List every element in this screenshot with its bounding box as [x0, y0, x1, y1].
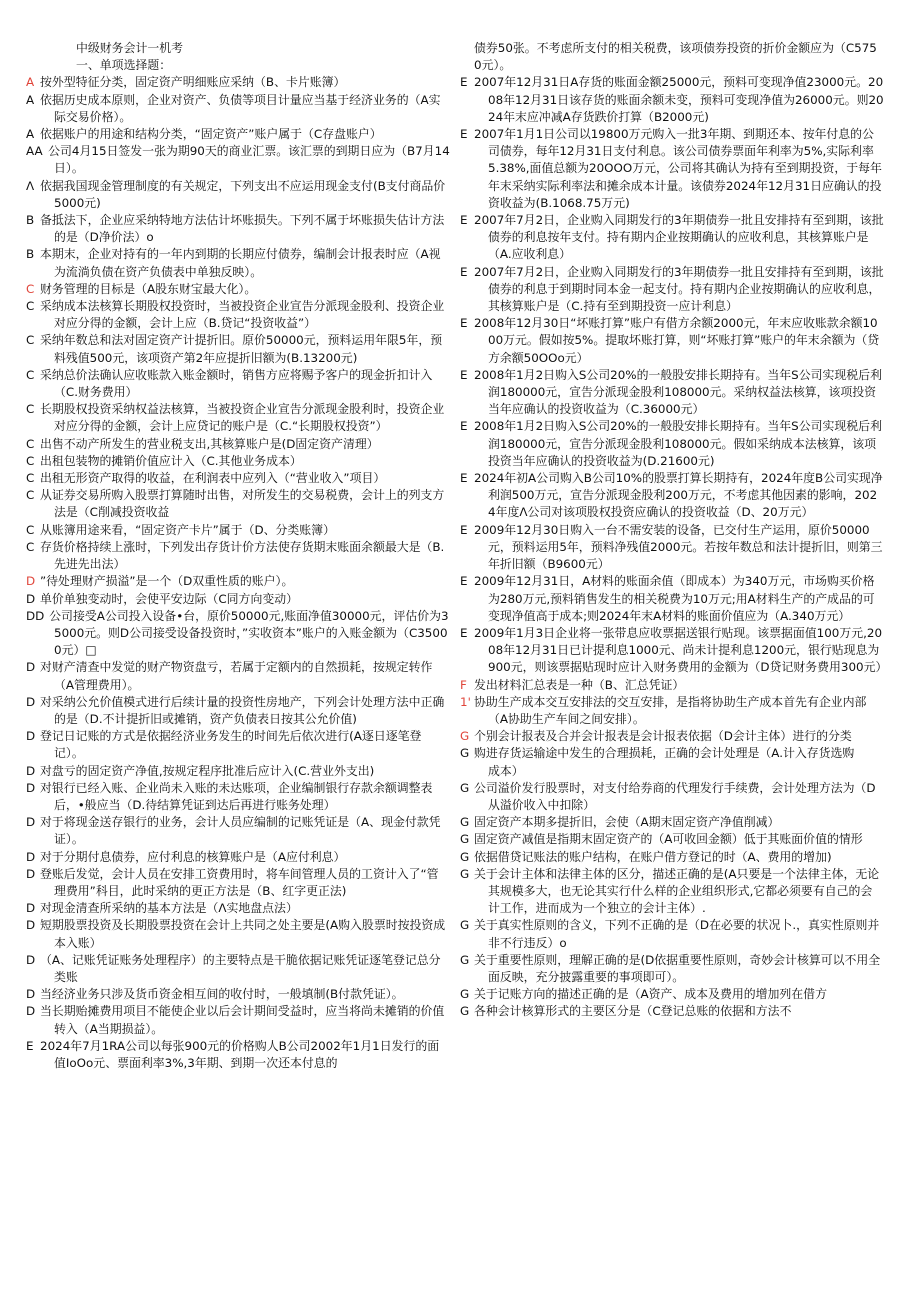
- question-text: 2009年12月31日，A材料的账面余值（即成本）为340万元，市场购买价格为280万元,预料销售发生的相关税费为10万元;用A材料生产的产成品的可变现净值高于成本;则2024年末A材料的账面价值应为（A.340万元）: [474, 574, 875, 623]
- question-item: E 2007年7月2日，企业购入同期发行的3年期债券一批且安排持有至到期，该批债券的利息于到期时同本金一起支付。持有期内企业按期确认的应收利息，其核算账户是（C.持有至到期投资一应计利息）: [460, 264, 884, 314]
- question-text: 对于分期付息债券，应付利息的核算账户是（A应付利息）: [40, 849, 346, 864]
- question-text: 依据历史成本原则，企业对资产、负债等项目计量应当基于经济业务的（A实际交易价格）。: [40, 92, 441, 124]
- question-text: 对于将现金送存银行的业务，会计人员应编制的记账凭证是（A、现金付款凭证）。: [40, 815, 441, 847]
- question-text: 公司溢价发行股票时，对支付给券商的代理发行手续费，会计处理方法为（D从溢价收入中扣除）: [474, 780, 876, 812]
- left-question-list: [26, 74, 450, 1072]
- question-text: 当长期贻摊费用项目不能使企业以后会计期间受益时，应当将尚未摊销的价值转入（A当期损益）。: [40, 1004, 445, 1036]
- question-text: 采纳成本法核算长期股权投资时，当被投资企业宣告分派现金股利、投资企业对应分得的金额，会计上应（B.贷记“投资收益”）: [40, 299, 445, 331]
- question-item: C 从证券交易所购入股票打算随时出售，对所发生的交易税费，会计上的列支方法是（C削减投资收益: [26, 488, 445, 520]
- question-text: 2024年7月1RA公司以每张900元的价格购人B公司2002年1月1日发行的面值IoOo元、票面利率3%,3年期、到期一次还本付息的: [40, 1038, 440, 1070]
- question-text: 关于重要性原则，理解正确的是(D依据重要性原则，奇妙会计核算可以不用全面反映，充分披露重要的事项即可）。: [474, 952, 881, 984]
- question-text: 当经济业务只涉及货币资金相互间的收付时，一般填制(B付款凭证）。: [40, 987, 404, 1002]
- question-item: G 个别会计报表及合并会计报表是会计报表依据（D会计主体）进行的分类: [460, 729, 852, 744]
- question-item: D 登记日记账的方式是依据经济业务发生的时间先后依次进行(A逐日逐笔登记）。: [26, 729, 422, 761]
- question-text: 2008年1月2日购入S公司20%的一般股安排长期持有。当年S公司实现税后利润180000元，宣告分派现金股利108000元。采纳权益法核算，该项投资当年应确认的投资收益为（C.36000元）: [474, 367, 882, 417]
- question-text: 登账后发觉，会计人员在安排工资费用时，将车间管理人员的工资计入了“管理费用”科目，此时采纳的更正方法是（B、红字更正法): [40, 866, 439, 898]
- question-text: 采纳年数总和法对固定资产计提折旧。原价50000元，预料运用年限5年，预料残值500元，该项资产第2年应提折旧额为(B.13200元): [40, 333, 443, 365]
- question-item: A 依据历史成本原则，企业对资产、负债等项目计量应当基于经济业务的（A实际交易价格）。: [26, 92, 441, 124]
- question-text: 登记日记账的方式是依据经济业务发生的时间先后依次进行(A逐日逐笔登记）。: [40, 729, 422, 761]
- question-item: G 关于重要性原则，理解正确的是(D依据重要性原则，奇妙会计核算可以不用全面反映，充分披露重要的事项即可）。: [460, 952, 881, 984]
- question-item: D 当经济业务只涉及货币资金相互间的收付时，一般填制(B付款凭证）。: [26, 987, 404, 1002]
- question-item: E 2009年12月30日购入一台不需安装的设备，已交付生产运用，原价50000元，预料运用5年，预料净残值2000元。若按年数总和法计提折旧，则第三年折旧额（B9600元）: [460, 522, 883, 572]
- question-text: 对采纳公允价值模式进行后续计量的投资性房地产，下列会计处理方法中正确的是（D.不计提折旧或摊销，资产负债表日按其公允价值): [40, 694, 445, 726]
- question-text: ”待处理财产损溢”是一个（D双重性质的账户）。: [40, 574, 294, 589]
- question-item: D （A、记账凭证账务处理程序）的主要特点是干脆依据记账凭证逐笔登记总分类账: [26, 952, 441, 984]
- question-item: D 对于将现金送存银行的业务，会计人员应编制的记账凭证是（A、现金付款凭证）。: [26, 815, 441, 847]
- question-item: C 采纳年数总和法对固定资产计提折旧。原价50000元，预料运用年限5年，预料残值500元，该项资产第2年应提折旧额为(B.13200元): [26, 333, 443, 365]
- question-item: F 发出材料汇总表是一种（B、汇总凭证）: [460, 677, 685, 692]
- question-text: 公司4月15日签发一张为期90天的商业汇票。该汇票的到期日应为（B7月14日）。: [48, 144, 450, 176]
- question-item: C 财务管理的目标是（A股东财宝最大化）。: [26, 281, 257, 296]
- question-item: D 短期股票投资及长期股票投资在会计上共同之处主要是(A购入股票时按投资成本入账）: [26, 918, 446, 950]
- question-item: C 长期股权投资采纳权益法核算，当被投资企业宣告分派现金股利时，投资企业对应分得的金额，会计上应贷记的账户是（C.“长期股权投资”）: [26, 402, 445, 434]
- question-text: 备抵法下，企业应采纳特地方法估计坏账损失。下列不属于坏账损失估计方法的是（D净价法）o: [40, 213, 445, 245]
- question-text: （A、记账凭证账务处理程序）的主要特点是干脆依据记账凭证逐笔登记总分类账: [40, 952, 441, 984]
- question-text: 依据借贷记账法的账户结构，在账户借方登记的时（A、费用的增加): [474, 849, 832, 864]
- question-text: 对现金清查所采纳的基本方法是（Λ实地盘点法）: [40, 901, 298, 916]
- question-item: A 按外型特征分类，固定资产明细账应采纳（B、卡片账簿）: [26, 75, 346, 90]
- index-letter: AA: [26, 144, 43, 159]
- question-text: 单价单独变动时，会使平安边际（C同方向变动）: [40, 591, 299, 606]
- question-text: 关于记账方向的描述正确的是（A资产、成本及费用的增加列在借方: [474, 987, 827, 1002]
- question-item: G 公司溢价发行股票时，对支付给券商的代理发行手续费，会计处理方法为（D从溢价收入中扣除）: [460, 780, 876, 812]
- question-item: B 本期末，企业对持有的一年内到期的长期应付债券，编制会计报表时应（A视为流淌负债在资产负债表中单独反映）。: [26, 247, 441, 279]
- question-text: 关于会计主体和法律主体的区分，描述正确的是(A只要是一个法律主体，无论其规模多大，也无论其实行什么样的企业组织形式,它都必须要有自己的会计工作，进而成为一个独立的会计主体）.: [474, 866, 880, 916]
- question-item: D 单价单独变动时，会使平安边际（C同方向变动）: [26, 591, 299, 606]
- question-text: 按外型特征分类，固定资产明细账应采纳（B、卡片账簿）: [40, 75, 346, 90]
- question-item: D 对现金清查所采纳的基本方法是（Λ实地盘点法）: [26, 901, 298, 916]
- question-item: E 2008年12月30日“坏账打算”账户有借方余额2000元，年末应收账款余额1000万元。假如按5%。提取坏账打算，则“坏账打算”账户的年末余额为（贷方余额50OOo元）: [460, 316, 880, 365]
- question-item: E 2008年1月2日购入S公司20%的一般股安排长期持有。当年S公司实现税后利润180000元，宣告分派现金股利108000元。采纳权益法核算，该项投资当年应确认的投资收益为（C.36000元）: [460, 367, 882, 417]
- question-item: E 2009年12月31日，A材料的账面余值（即成本）为340万元，市场购买价格为280万元,预料销售发生的相关税费为10万元;用A材料生产的产成品的可变现净值高于成本;则2024年末A材料的账面价值应为（A.340万元）: [460, 574, 875, 623]
- question-item: D 对采纳公允价值模式进行后续计量的投资性房地产，下列会计处理方法中正确的是（D.不计提折旧或摊销，资产负债表日按其公允价值): [26, 694, 445, 726]
- index-letter: DD: [26, 608, 45, 623]
- question-item: D 对于分期付息债券，应付利息的核算账户是（A应付利息）: [26, 849, 346, 864]
- question-text: 2008年1月2日购入S公司20%的一般股安排长期持有。当年S公司实现税后利润180000元，宣告分派现金股利108000元。假如采纳成本法核算，该项投资当年应确认的投资收益为(D.21600元): [474, 419, 882, 468]
- question-text: 对盘亏的固定资产净值,按规定程序批准后应计入(C.营业外支出): [40, 763, 375, 778]
- question-item: C 存货价格持续上涨时，下列发出存货计价方法使存货期末账面余额最大是（B.先进先出法）: [26, 539, 445, 572]
- question-text: 出租无形资产取得的收益，在利润表中应列入（“营业收入”项目）: [40, 471, 386, 486]
- question-item: D 对财产清查中发觉的财产物资盘亏，若属于定额内的自然损耗，按规定转作（A管理费用）。: [26, 660, 433, 692]
- question-item: Λ 依据我国现金管理制度的有关规定，下列支出不应运用现金支付(B支付商品价5000元): [26, 178, 446, 210]
- question-text: 对银行已经入账、企业尚未入账的未达账项，企业编制银行存款余额调整表后，•般应当（D.待结算凭证到达后再进行账务处理）: [40, 780, 433, 812]
- question-item: E 2007年1月1日公司以19800万元购入一批3年期、到期还本、按年付息的公司债券，每年12月31日支付利息。该公司债券票面年利率为5%,实际利率5.38%,面值总额为20OOO万元，公司将其确认为持有至到期投资，于每年年末采纳实际利率法和摊余成本计量。该债券2024年12月31日应确认的投资收益为(B.1068.75万元): [460, 127, 882, 210]
- question-item: D 登账后发觉，会计人员在安排工资费用时，将车间管理人员的工资计入了“管理费用”科目，此时采纳的更正方法是（B、红字更正法): [26, 866, 439, 898]
- question-item: D ”待处理财产损溢”是一个（D双重性质的账户）。: [26, 574, 294, 589]
- question-item: C 出售不动产所发生的营业税支出,其核算账户是(D固定资产清理）: [26, 436, 379, 451]
- question-item: C 采纳总价法确认应收账款入账金额时，销售方应将赐予客户的现金折扣计入（C.财务费用）: [26, 367, 433, 400]
- question-item: D 当长期贻摊费用项目不能使企业以后会计期间受益时，应当将尚未摊销的价值转入（A当期损益）。: [26, 1004, 445, 1036]
- question-item: C 从账簿用途来看，“固定资产卡片”属于（D、分类账簿）: [26, 522, 335, 537]
- question-text: 财务管理的目标是（A股东财宝最大化）。: [40, 281, 257, 296]
- question-item: C 采纳成本法核算长期股权投资时，当被投资企业宣告分派现金股利、投资企业对应分得的金额，会计上应（B.贷记“投资收益”）: [26, 299, 445, 331]
- section-heading: 一、单项选择题：: [76, 58, 172, 73]
- question-text: 出售不动产所发生的营业税支出,其核算账户是(D固定资产清理）: [40, 436, 379, 451]
- question-text: 发出材料汇总表是一种（B、汇总凭证）: [474, 677, 685, 692]
- question-item: E 2007年12月31日A存货的账面金额25000元，预料可变现净值23000元。2008年12月31日该存货的账面余额未变，预料可变现净值为26000元。则2024年末应冲减A存货跌价打算（B2000元): [460, 75, 884, 124]
- question-text: 2007年12月31日A存货的账面金额25000元，预料可变现净值23000元。2008年12月31日该存货的账面余额未变，预料可变现净值为26000元。则2024年末应冲减A存货跌价打算（B2000元): [474, 75, 884, 124]
- question-text: 各种会计核算形式的主要区分是（C登记总账的依据和方法不: [474, 1004, 792, 1019]
- question-text: 本期末，企业对持有的一年内到期的长期应付债券，编制会计报表时应（A视为流淌负债在资产负债表中单独反映）。: [40, 247, 441, 279]
- question-item: G 固定资产本期多提折旧，会使（A期末固定资产净值削减）: [460, 815, 780, 830]
- question-item: G 依据借贷记账法的账户结构，在账户借方登记的时（A、费用的增加): [460, 849, 832, 864]
- question-text: 关于真实性原则的含义，下列不正确的是（D在必要的状况卜.，真实性原则并非不行违反）o: [474, 918, 880, 950]
- question-item: [26, 608, 450, 660]
- question-text: 对财产清查中发觉的财产物资盘亏，若属于定额内的自然损耗，按规定转作（A管理费用）。: [40, 660, 433, 692]
- question-text: 2009年1月3日企业将一张带息应收票据送银行贴现。该票据面值100万元,2008年12月31日已计提利息1000元、尚未计提利息1200元，银行贴现息为900元，则该票据贴现时应计入财务费用的金额为（D贷记财务费用300元）: [474, 625, 888, 675]
- question-text: 2007年7月2日，企业购入同期发行的3年期债券一批且安排持有至到期，该批债券的利息按年支付。持有期内企业按期确认的应收利息，其核算账户是（A.应收利息）: [474, 213, 884, 262]
- question-text: 短期股票投资及长期股票投资在会计上共同之处主要是(A购入股票时按投资成本入账）: [40, 918, 446, 950]
- question-text: 固定资产本期多提折旧，会使（A期末固定资产净值削减）: [474, 815, 780, 830]
- question-item: E 2024年7月1RA公司以每张900元的价格购人B公司2002年1月1日发行的面值IoOo元、票面利率3%,3年期、到期一次还本付息的: [26, 1038, 440, 1070]
- question-item: 1' 协助生产成本交互安排法的交互安排，是指将协助生产成本首先有企业内部（A协助生产车间之间安排）。: [460, 694, 867, 726]
- question-text: 协助生产成本交互安排法的交互安排，是指将协助生产成本首先有企业内部（A协助生产车间之间安排）。: [474, 694, 867, 726]
- question-item: A 依据账户的用途和结构分类，“固定资产”账户属于（C存盘账户）: [26, 127, 382, 142]
- question-item: D 对银行已经入账、企业尚未入账的未达账项，企业编制银行存款余额调整表后，•般应当（D.待结算凭证到达后再进行账务处理）: [26, 780, 433, 812]
- question-text: 个别会计报表及合并会计报表是会计报表依据（D会计主体）进行的分类: [474, 729, 852, 744]
- question-item: G 各种会计核算形式的主要区分是（C登记总账的依据和方法不: [460, 1004, 792, 1019]
- question-text: 依据我国现金管理制度的有关规定，下列支出不应运用现金支付(B支付商品价5000元): [40, 178, 446, 210]
- question-item: C 出租包装物的摊销价值应计入（C.其他业务成本）: [26, 453, 302, 468]
- question-item: B 备抵法下，企业应采纳特地方法估计坏账损失。下列不属于坏账损失估计方法的是（D净价法）o: [26, 213, 445, 245]
- question-text: 公司接受A公司投入设备•台，原价50000元,账面净值30000元，评估价为35000元。则D公司接受设备投资时，”实收资本”账户的入账金额为（C35000元）□: [49, 608, 449, 658]
- question-item: G 购进存货运输途中发生的合理损耗，正确的会计处理是（A.计入存货选购 成本）: [460, 746, 891, 778]
- question-item: [474, 40, 884, 74]
- question-text: 2009年12月30日购入一台不需安装的设备，已交付生产运用，原价50000元，预料运用5年，预料净残值2000元。若按年数总和法计提折旧，则第三年折旧额（B9600元）: [474, 522, 883, 572]
- question-text: 存货价格持续上涨时，下列发出存货计价方法使存货期末账面余额最大是（B.先进先出法）: [40, 539, 445, 572]
- document-title: 中级财务会计一机考: [76, 41, 184, 55]
- question-item: G 固定资产减值是指期末固定资产的（A可收回金额）低于其账面价值的情形: [460, 832, 863, 847]
- question-item: E 2009年1月3日企业将一张带息应收票据送银行贴现。该票据面值100万元,2008年12月31日已计提利息1000元、尚未计提利息1200元，银行贴现息为900元，则该票据贴现时应计入财务费用的金额为（D贷记财务费用300元）: [460, 625, 888, 675]
- question-text: 固定资产减值是指期末固定资产的（A可收回金额）低于其账面价值的情形: [474, 832, 863, 847]
- question-item: G 关于记账方向的描述正确的是（A资产、成本及费用的增加列在借方: [460, 987, 827, 1002]
- question-item: D 对盘亏的固定资产净值,按规定程序批准后应计入(C.营业外支出): [26, 763, 375, 778]
- question-item: G 关于会计主体和法律主体的区分，描述正确的是(A只要是一个法律主体，无论其规模多大，也无论其实行什么样的企业组织形式,它都必须要有自己的会计工作，进而成为一个独立的会计主体）.: [460, 866, 880, 916]
- right-question-list: [460, 40, 891, 1021]
- question-item: G 关于真实性原则的含义，下列不正确的是（D在必要的状况卜.，真实性原则并非不行违反）o: [460, 918, 880, 950]
- question-item: E 2008年1月2日购入S公司20%的一般股安排长期持有。当年S公司实现税后利润180000元，宣告分派现金股利108000元。假如采纳成本法核算，该项投资当年应确认的投资收益为(D.21600元): [460, 419, 882, 468]
- question-text: 长期股权投资采纳权益法核算，当被投资企业宣告分派现金股利时，投资企业对应分得的金额，会计上应贷记的账户是（C.“长期股权投资”）: [40, 402, 445, 434]
- question-text: 依据账户的用途和结构分类，“固定资产”账户属于（C存盘账户）: [40, 127, 382, 142]
- question-text: 出租包装物的摊销价值应计入（C.其他业务成本）: [40, 453, 302, 468]
- question-text: 购进存货运输途中发生的合理损耗，正确的会计处理是（A.计入存货选购 成本）: [474, 746, 891, 778]
- question-text: 从账簿用途来看，“固定资产卡片”属于（D、分类账簿）: [40, 522, 335, 537]
- question-text: 债券50张。不考虑所支付的相关税费，该项债券投资的折价金额应为（C5750元）。: [474, 41, 877, 73]
- question-item: E 2024年初A公司购入B公司10%的股票打算长期持有，2024年度B公司实现净利润500万元，宣告分派现金股利200万元，不考虑其他因素的影响，2024年度Λ公司对该项股权投资应确认的投资收益（D、20万元）: [460, 471, 883, 520]
- question-text: 从证券交易所购入股票打算随时出售，对所发生的交易税费，会计上的列支方法是（C削减投资收益: [40, 488, 445, 520]
- question-text: 2008年12月30日“坏账打算”账户有借方余额2000元，年末应收账款余额1000万元。假如按5%。提取坏账打算，则“坏账打算”账户的年末余额为（贷方余额50OOo元）: [474, 316, 880, 365]
- question-item: [26, 143, 450, 177]
- question-item: C 出租无形资产取得的收益，在利润表中应列入（“营业收入”项目）: [26, 471, 386, 486]
- question-text: 2007年1月1日公司以19800万元购入一批3年期、到期还本、按年付息的公司债券，每年12月31日支付利息。该公司债券票面年利率为5%,实际利率5.38%,面值总额为20OOO万元，公司将其确认为持有至到期投资，于每年年末采纳实际利率法和摊余成本计量。该债券2024年12月31日应确认的投资收益为(B.1068.75万元): [474, 127, 882, 210]
- question-item: E 2007年7月2日，企业购入同期发行的3年期债券一批且安排持有至到期，该批债券的利息按年支付。持有期内企业按期确认的应收利息，其核算账户是（A.应收利息）: [460, 213, 884, 262]
- question-text: 采纳总价法确认应收账款入账金额时，销售方应将赐予客户的现金折扣计入（C.财务费用）: [40, 367, 433, 400]
- question-text: 2007年7月2日，企业购入同期发行的3年期债券一批且安排持有至到期，该批债券的利息于到期时同本金一起支付。持有期内企业按期确认的应收利息，其核算账户是（C.持有至到期投资一应计利息）: [474, 264, 884, 314]
- right-column: [460, 40, 891, 1021]
- question-text: 2024年初A公司购入B公司10%的股票打算长期持有，2024年度B公司实现净利润500万元，宣告分派现金股利200万元，不考虑其他因素的影响，2024年度Λ公司对该项股权投资应确认的投资收益（D、20万元）: [474, 471, 883, 520]
- left-column: [26, 40, 450, 1072]
